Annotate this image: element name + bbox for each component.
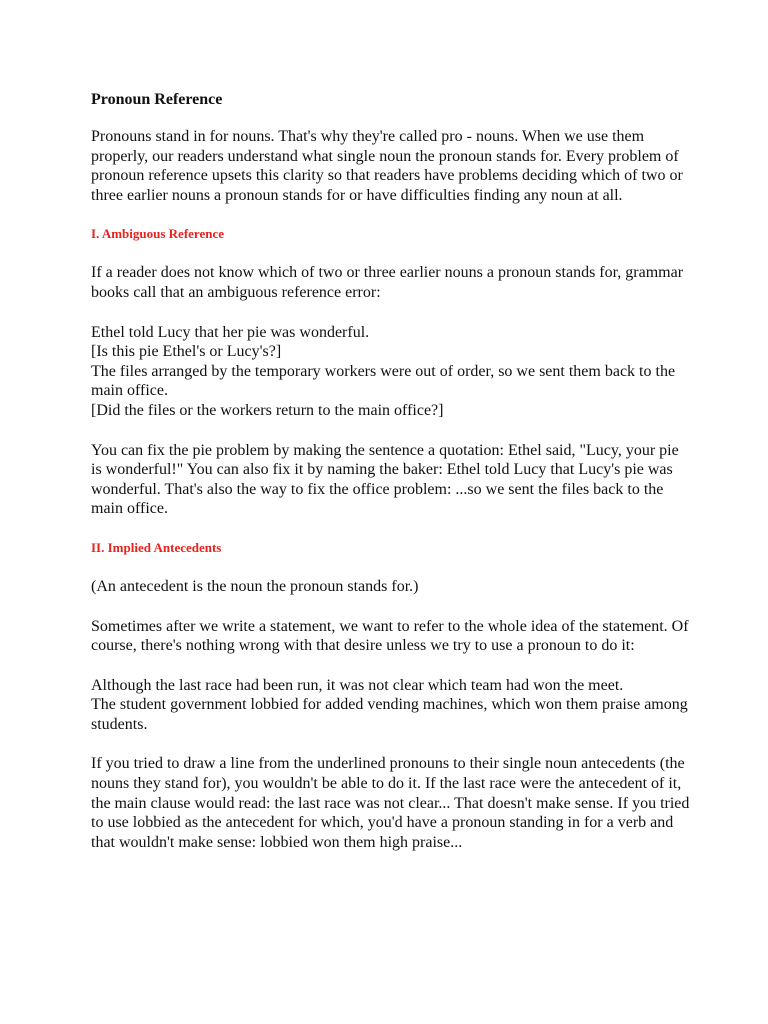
example-line: Ethel told Lucy that her pie was wonderful.	[91, 323, 370, 341]
section-heading-ambiguous-reference: I. Ambiguous Reference	[91, 226, 225, 242]
implied-antecedents-paragraph: Sometimes after we write a statement, we want to refer to the whole idea of the statement. Of course, there's nothing wrong with that desire unless we try to use a pronoun to do it:	[91, 617, 689, 655]
intro-paragraph: Pronouns stand in for nouns. That's why they're called pro - nouns. When we use them properly, our readers understand what single noun the pronoun stands for. Every problem of pronoun reference upsets this clarity so that readers have problems deciding which of two or three earlier nouns a pronoun stands for or have difficulties finding any noun at all.	[91, 128, 683, 204]
example-line: [Is this pie Ethel's or Lucy's?]	[91, 343, 282, 361]
section-heading-implied-antecedents: II. Implied Antecedents	[91, 539, 222, 555]
implied-antecedents-examples	[91, 676, 691, 735]
ambiguous-reference-examples	[91, 323, 691, 421]
document-title: Pronoun Reference	[91, 91, 223, 108]
antecedent-definition-paragraph: (An antecedent is the noun the pronoun stands for.)	[91, 577, 419, 595]
example-line: Although the last race had been run, it was not clear which team had won the meet.	[91, 676, 624, 694]
example-line: The files arranged by the temporary workers were out of order, so we sent them back to the main office.	[91, 362, 676, 400]
document-page	[91, 89, 691, 872]
example-line: The student government lobbied for added vending machines, which won them praise among students.	[91, 696, 688, 733]
ambiguous-reference-paragraph: If a reader does not know which of two or three earlier nouns a pronoun stands for, grammar books call that an ambiguous reference error:	[91, 264, 684, 301]
implied-antecedents-explanation-paragraph: If you tried to draw a line from the underlined pronouns to their single noun antecedents (the nouns they stand for), you wouldn't be able to do it. If the last race were the antecedent of it, the main clause would read: the last race was not clear... That doesn't make sense. If you tried to use lobbied as the antecedent for which, you'd have a pronoun standing in for a verb and that wouldn't make sense: lobbied won them high praise...	[91, 755, 690, 851]
example-line: [Did the files or the workers return to the main office?]	[91, 401, 444, 419]
ambiguous-reference-fix-paragraph: You can fix the pie problem by making the sentence a quotation: Ethel said, "Lucy, your pie is wonderful!" You can also fix it by naming the baker: Ethel told Lucy that Lucy's pie was wonderful. That's also the way to fix the office problem: ...so we sent the files back to the main office.	[91, 441, 679, 518]
